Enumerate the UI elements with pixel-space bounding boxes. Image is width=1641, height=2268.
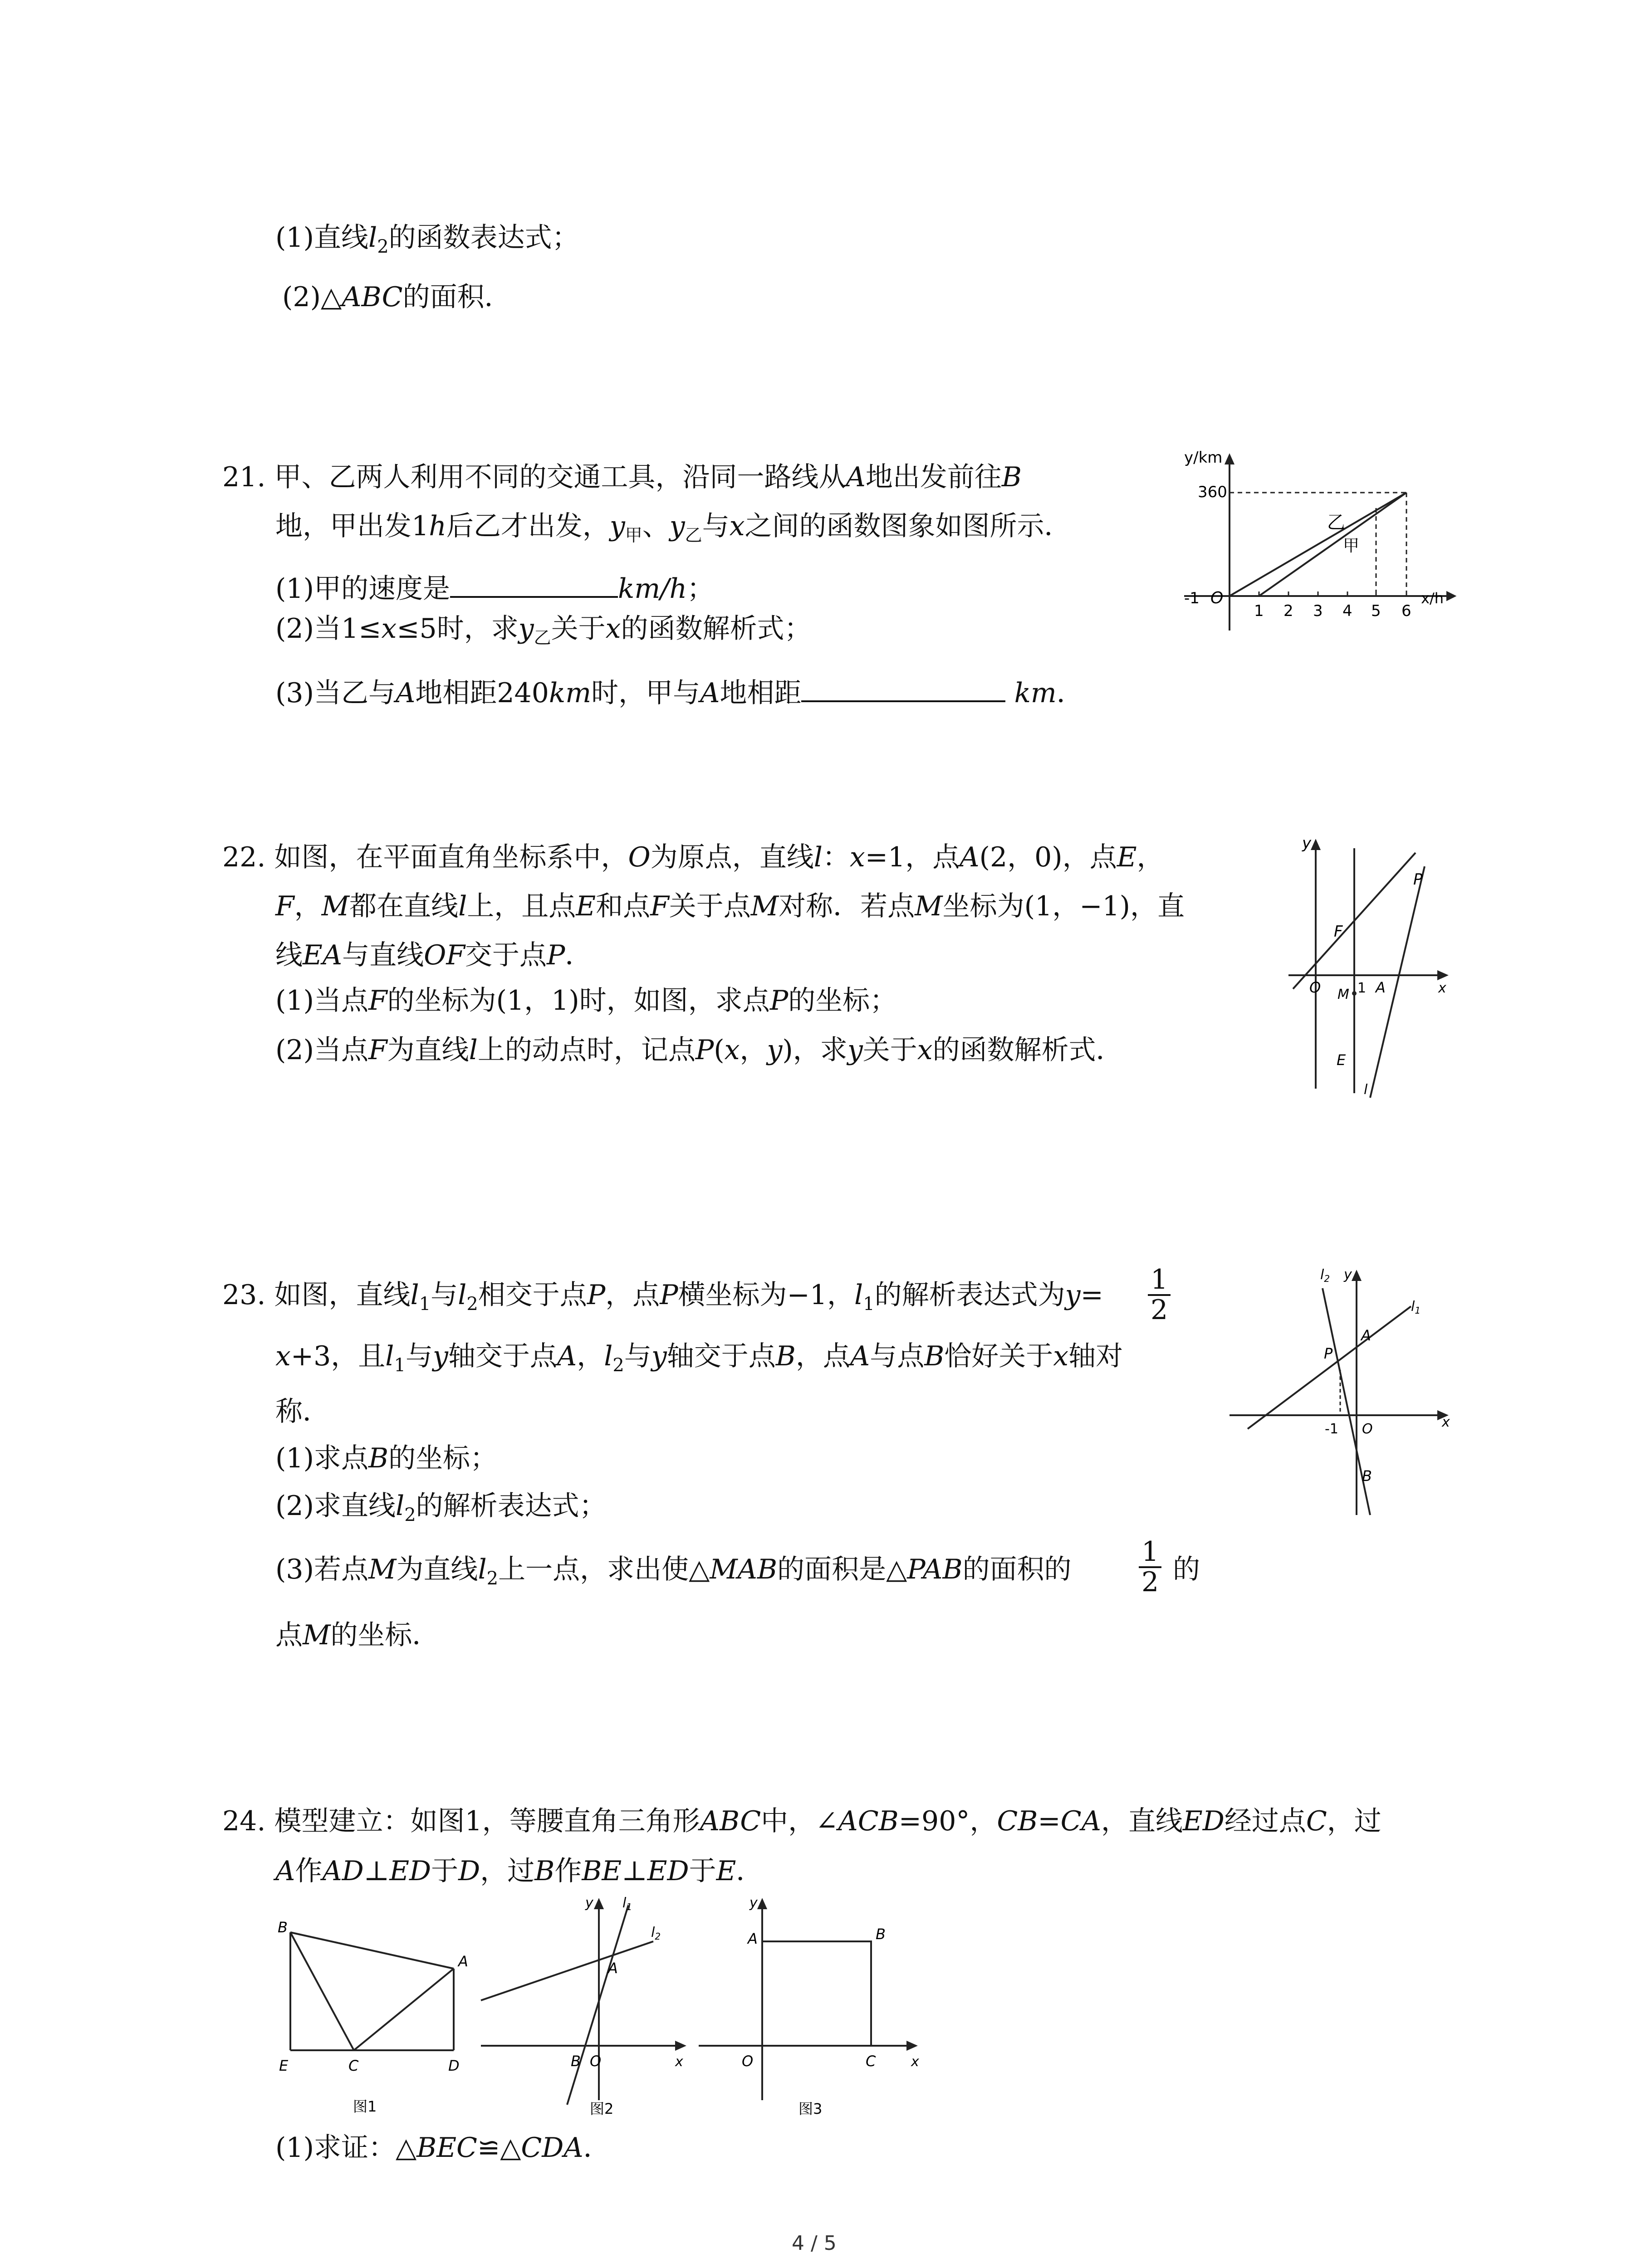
q21-line1: 21. 甲、乙两人利用不同的交通工具，沿同一路线从A地出发前往B: [222, 461, 1022, 493]
q21-part3: (3)当乙与A地相距240km时，甲与A地相距 km．: [275, 676, 1084, 707]
label-B: B: [278, 1919, 288, 1936]
label-l1: $l_1$: [1411, 1299, 1421, 1316]
x-tick-2: 2: [1283, 602, 1293, 620]
label-A: A: [608, 1960, 618, 1977]
q23-part3-end: 的: [1173, 1554, 1200, 1585]
label-l2: $l_2$: [651, 1925, 661, 1942]
label-y: y: [585, 1895, 593, 1911]
y-axis-arrow: [1226, 455, 1233, 464]
rectangle-ABC: [762, 1941, 871, 2046]
q24-figure-1: [272, 1914, 481, 2123]
label-x: x: [1438, 980, 1446, 996]
label-E: E: [1337, 1051, 1346, 1069]
q21-part1: (1)甲的速度是 km/h；: [275, 572, 714, 602]
page-number: 4 / 5: [792, 2232, 837, 2255]
x-tick-1: 1: [1254, 602, 1264, 620]
label-B: B: [571, 2053, 581, 2070]
q23-part1: (1)求点B的坐标；: [275, 1442, 498, 1474]
q24-line2: A作AD⊥ED于D，过B作BE⊥ED于E．: [275, 1855, 764, 1887]
label-x: x: [675, 2054, 683, 2070]
q24-part1: (1)求证：△BEC≌△CDA．: [275, 2132, 611, 2164]
label-C: C: [866, 2053, 876, 2070]
caption-fig1: 图1: [353, 2098, 377, 2115]
x-tick-neg1: -1: [1184, 589, 1200, 607]
q23-part3-line2: 点M的坐标．: [275, 1619, 440, 1651]
origin-label: O: [1210, 589, 1224, 607]
label-jia: 甲: [1343, 537, 1360, 555]
q22-part2: (2)当点F为直线l上的动点时，记点P(x，y)，求y关于x的函数解析式．: [275, 1034, 1123, 1066]
q22-line2: F，M都在直线l上，且点E和点F关于点M对称．若点M坐标为(1，−1)，直: [275, 890, 1185, 922]
label-O: O: [590, 2053, 602, 2070]
q24-line1: 24. 模型建立：如图1，等腰直角三角形ABC中，∠ACB=90°，CB=CA，直线ED经过点C，过: [222, 1805, 1381, 1837]
label-neg1: -1: [1325, 1421, 1338, 1437]
q21-graph: [1180, 449, 1497, 640]
q21-part2: (2)当1≤x≤5时，求$y_乙$关于x的函数解析式；: [275, 613, 812, 648]
label-D: D: [448, 2057, 460, 2074]
line-yi: [1259, 493, 1406, 596]
label-O: O: [1309, 979, 1321, 996]
x-tick-5: 5: [1371, 602, 1381, 620]
label-yi: 乙: [1327, 512, 1345, 533]
line-l2: [481, 1941, 653, 2000]
label-y: y: [1344, 1267, 1352, 1283]
caption-fig3: 图3: [798, 2100, 823, 2117]
label-P: P: [1413, 870, 1423, 889]
label-y: y: [749, 1895, 758, 1911]
q22-graph: [1279, 835, 1461, 1116]
q22-part1: (1)当点F的坐标为(1，1)时，如图，求点P的坐标；: [275, 985, 897, 1017]
label-A: A: [1376, 979, 1386, 996]
x-axis-arrow: [1447, 592, 1455, 600]
q23-part2: (2)求直线$l_2$的解析表达式；: [275, 1490, 607, 1525]
y-tick-360: 360: [1198, 483, 1227, 501]
caption-fig2: 图2: [590, 2100, 614, 2117]
y-axis-label: y/km: [1184, 449, 1223, 467]
point-M: [1352, 991, 1357, 996]
q23-line1: 23. 如图，直线$l_1$与$l_2$相交于点P，点P横坐标为−1，$l_1$的解析表达式为y=: [222, 1279, 1103, 1315]
line-jia: [1230, 493, 1406, 596]
label-P: P: [1324, 1345, 1333, 1362]
q22-line1: 22. 如图，在平面直角坐标系中，O为原点，直线l：x=1，点A(2，0)，点E，: [222, 841, 1164, 873]
q23-fraction-half-2: $\frac{1}{2}$: [1139, 1538, 1161, 1597]
label-B: B: [1362, 1467, 1372, 1485]
label-O: O: [742, 2053, 754, 2070]
answer-blank-speed[interactable]: [450, 572, 618, 598]
q24-figure-3: [694, 1887, 930, 2123]
q21-line2: 地，甲出发1h后乙才出发，$y_甲$、$y_乙$与x之间的函数图象如图所示．: [275, 510, 1072, 545]
x-tick-3: 3: [1313, 602, 1323, 620]
label-A: A: [458, 1953, 468, 1970]
q23-line3: 称．: [275, 1396, 330, 1427]
answer-blank-distance[interactable]: [801, 676, 1005, 702]
label-A: A: [748, 1930, 758, 1947]
label-l: l: [1364, 1082, 1368, 1098]
x-tick-4: 4: [1342, 602, 1352, 620]
label-l1: $l_1$: [622, 1895, 632, 1912]
label-F: F: [1334, 923, 1343, 941]
segment-CA: [354, 1969, 454, 2050]
x-axis-label: x/h: [1421, 590, 1444, 607]
label-M: M: [1337, 987, 1349, 1002]
x-tick-6: 6: [1401, 602, 1411, 620]
q20-part2: (2)△ABC的面积．: [282, 281, 512, 313]
q23-graph: [1225, 1261, 1461, 1524]
q22-line3: 线EA与直线OF交于点P．: [275, 939, 593, 971]
label-C: C: [348, 2057, 359, 2074]
label-O: O: [1362, 1421, 1373, 1437]
label-x: x: [911, 2054, 919, 2070]
label-y: y: [1302, 834, 1312, 852]
q24-figure-2: [476, 1887, 694, 2123]
segment-BA: [290, 1932, 454, 1969]
q23-fraction-half: $\frac{1}{2}$: [1148, 1266, 1171, 1325]
label-l2: $l_2$: [1320, 1267, 1330, 1284]
label-x: x: [1442, 1414, 1450, 1430]
segment-BC: [290, 1932, 354, 2050]
q23-part3: (3)若点M为直线$l_2$上一点，求出使△MAB的面积是△PAB的面积的: [275, 1554, 1072, 1589]
label-A: A: [1361, 1327, 1371, 1344]
line-l1: [567, 1905, 628, 2105]
label-E: E: [279, 2057, 289, 2074]
label-1: 1: [1357, 980, 1367, 996]
q23-line2: x+3，且$l_1$与y轴交于点A，$l_2$与y轴交于点B，点A与点B恰好关于x轴对: [275, 1340, 1123, 1376]
label-B: B: [876, 1926, 886, 1943]
q20-part1: (1)直线$l_2$的函数表达式；: [275, 222, 579, 257]
